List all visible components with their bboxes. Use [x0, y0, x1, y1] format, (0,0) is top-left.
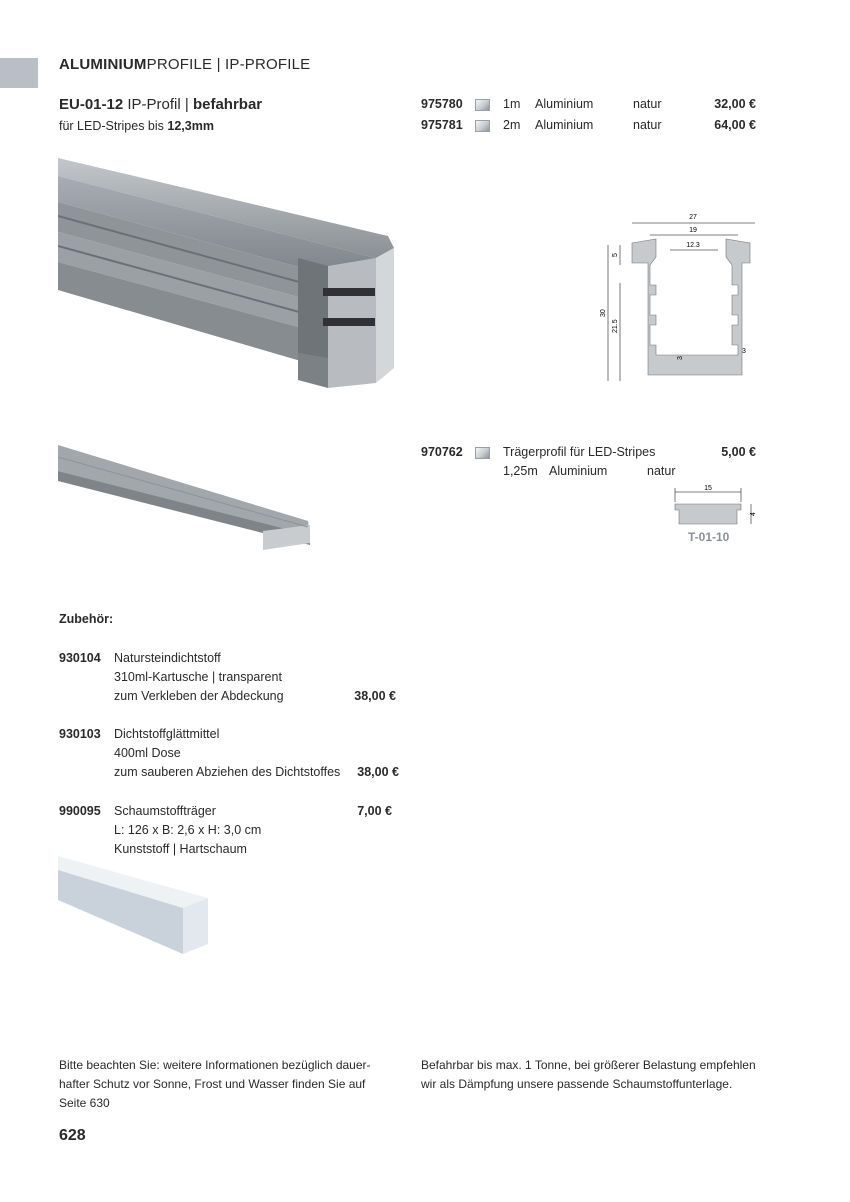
dim-width-19: 19 — [689, 227, 697, 234]
footer-note-right: Befahrbar bis max. 1 Tonne, bei größerer Belastung empfehlen wir als Dämpfung unsere passende Schaumstoffunterlage. — [421, 1058, 756, 1091]
article-number: 975780 — [421, 97, 463, 111]
aluminium-swatch-icon — [475, 447, 490, 459]
variant-price: 32,00 € — [714, 97, 756, 111]
foam-carrier-image — [58, 856, 210, 956]
variant-row — [421, 97, 463, 111]
variant-finish: natur — [633, 118, 662, 132]
accessories-heading: Zubehör: — [59, 612, 114, 626]
section-tab-marker — [0, 58, 38, 88]
page-number: 628 — [59, 1127, 86, 1144]
accessory-detail: Kunststoff | Hartschaum — [114, 842, 247, 856]
section-header: ALUMINIUMPROFILE | IP-PROFILE — [59, 56, 311, 73]
accessory-price: 7,00 € — [357, 804, 392, 818]
carrier-model-label: T-01-10 — [688, 530, 730, 544]
carrier-finish: natur — [647, 464, 676, 478]
dim-height-21: 21.5 — [612, 319, 619, 333]
accessory-name: Schaumstoffträger — [114, 804, 216, 818]
dim-width-15: 15 — [704, 485, 712, 492]
product-title: EU-01-12 IP-Profil | befahrbar — [59, 96, 263, 113]
accessory-name: Natursteindichtstoff — [114, 651, 221, 665]
article-number: 930104 — [59, 651, 101, 665]
accessory-detail: 400ml Dose — [114, 746, 181, 760]
accessory-detail: 310ml-Kartusche | transparent — [114, 670, 282, 684]
accessory-detail: zum Verkleben der Abdeckung — [114, 689, 284, 703]
carrier-description: Trägerprofil für LED-Stripes — [503, 445, 656, 459]
carrier-cross-section-drawing — [665, 482, 765, 532]
accessory-price: 38,00 € — [357, 765, 399, 779]
dim-wall-3: 3 — [742, 348, 746, 355]
product-subtitle: für LED-Stripes bis 12,3mm — [59, 119, 214, 133]
variant-material: Aluminium — [535, 118, 594, 132]
article-number: 975781 — [421, 118, 463, 132]
ip-profile-image — [58, 158, 398, 390]
variant-row — [421, 118, 463, 132]
article-number: 990095 — [59, 804, 101, 818]
accessory-name: Dichtstoffglättmittel — [114, 727, 220, 741]
carrier-price: 5,00 € — [721, 445, 756, 459]
accessory-detail: L: 126 x B: 2,6 x H: 3,0 cm — [114, 823, 262, 837]
dim-width-27: 27 — [689, 214, 697, 221]
aluminium-swatch-icon — [475, 99, 490, 111]
variant-finish: natur — [633, 97, 662, 111]
carrier-profile-image — [58, 445, 314, 551]
dim-height-5: 5 — [612, 253, 619, 257]
aluminium-swatch-icon — [475, 120, 490, 132]
accessory-price: 38,00 € — [354, 689, 396, 703]
variant-material: Aluminium — [535, 97, 594, 111]
footer-note-left: Bitte beachten Sie: weitere Informationen bezüglich dauer- hafter Schutz vor Sonne, Frost und Wasser finden Sie auf Seite 630 — [59, 1058, 371, 1110]
dim-base-3: 3 — [677, 356, 684, 360]
article-number: 930103 — [59, 727, 101, 741]
profile-cross-section-drawing — [590, 205, 760, 395]
article-number: 970762 — [421, 445, 463, 459]
carrier-material: Aluminium — [549, 464, 608, 478]
variant-length: 2m — [503, 118, 521, 132]
accessory-detail: zum sauberen Abziehen des Dichtstoffes — [114, 765, 341, 779]
dim-height-4: 4 — [750, 512, 757, 516]
variant-price: 64,00 € — [714, 118, 756, 132]
dim-width-12: 12.3 — [686, 242, 700, 249]
variant-length: 1m — [503, 97, 521, 111]
dim-height-30: 30 — [600, 309, 607, 317]
carrier-length: 1,25m — [503, 464, 538, 478]
